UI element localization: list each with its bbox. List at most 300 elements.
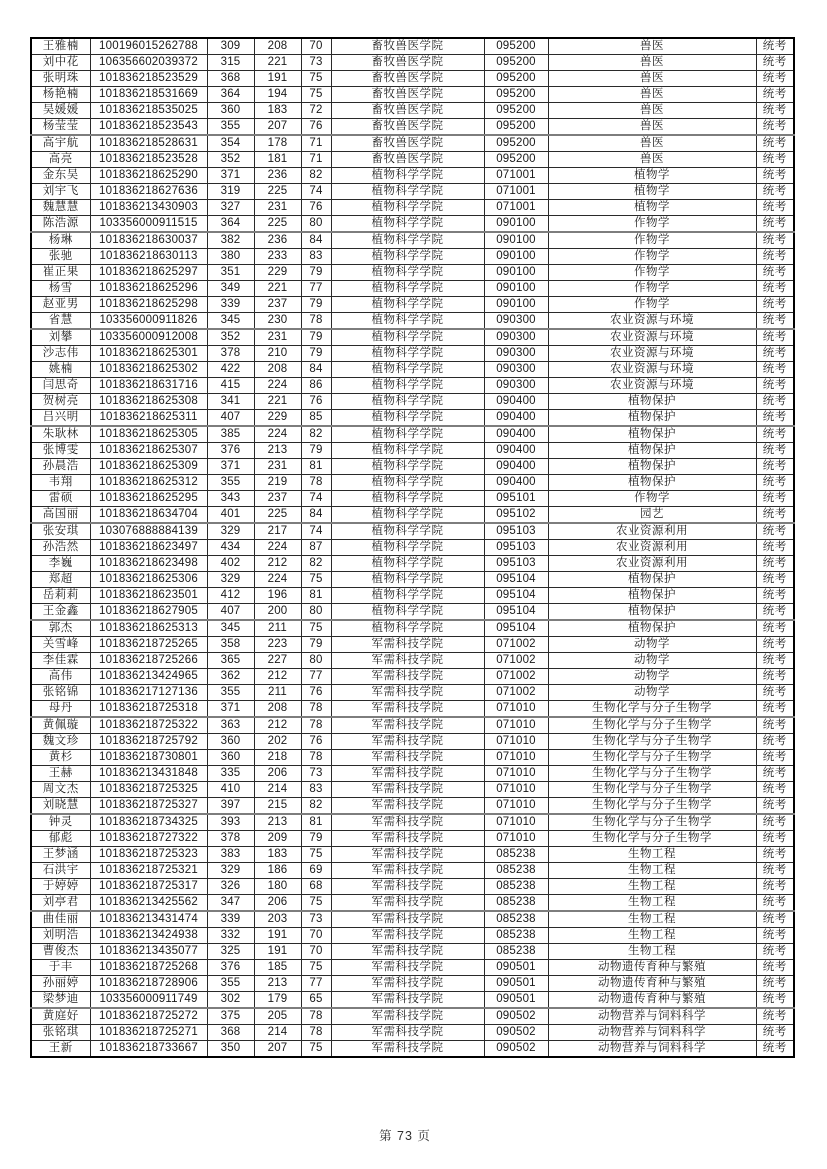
- cell-student-name: 岳莉莉: [31, 588, 90, 604]
- cell-score-2: 210: [254, 346, 301, 362]
- cell-score-2: 178: [254, 135, 301, 152]
- cell-exam-number: 103356000911515: [90, 216, 207, 233]
- cell-score-1: 341: [207, 394, 254, 410]
- cell-student-name: 王赫: [31, 766, 90, 782]
- table-row: [31, 750, 794, 766]
- cell-score-3: 81: [301, 459, 331, 475]
- cell-score-2: 203: [254, 911, 301, 928]
- cell-exam-type: 统考: [756, 459, 794, 475]
- cell-exam-number: 101836218625301: [90, 346, 207, 362]
- cell-exam-number: 101836218535025: [90, 103, 207, 119]
- cell-student-name: 张博雯: [31, 443, 90, 459]
- cell-exam-type: 统考: [756, 895, 794, 912]
- cell-score-2: 213: [254, 443, 301, 459]
- cell-major-name: 生物化学与分子生物学: [548, 782, 756, 798]
- cell-score-2: 227: [254, 653, 301, 669]
- cell-major-code: 071010: [484, 766, 548, 782]
- cell-major-name: 作物学: [548, 281, 756, 297]
- cell-student-name: 高亮: [31, 152, 90, 168]
- cell-major-code: 071001: [484, 168, 548, 184]
- cell-score-3: 74: [301, 523, 331, 540]
- cell-score-2: 225: [254, 216, 301, 233]
- cell-exam-number: 101836218725325: [90, 782, 207, 798]
- cell-score-1: 397: [207, 798, 254, 815]
- cell-college: 军需科技学院: [331, 717, 484, 734]
- cell-major-code: 071001: [484, 200, 548, 216]
- cell-exam-type: 统考: [756, 71, 794, 87]
- cell-exam-type: 统考: [756, 863, 794, 879]
- cell-exam-type: 统考: [756, 313, 794, 330]
- cell-score-2: 215: [254, 798, 301, 815]
- cell-score-3: 75: [301, 1041, 331, 1058]
- cell-score-1: 407: [207, 604, 254, 621]
- cell-major-code: 085238: [484, 944, 548, 960]
- table-row: [31, 346, 794, 362]
- cell-major-code: 090501: [484, 976, 548, 992]
- cell-college: 植物科学学院: [331, 184, 484, 200]
- cell-score-1: 364: [207, 87, 254, 103]
- cell-score-1: 378: [207, 831, 254, 847]
- cell-score-2: 212: [254, 717, 301, 734]
- cell-exam-number: 101836218728906: [90, 976, 207, 992]
- cell-exam-number: 101836218625313: [90, 620, 207, 637]
- cell-score-2: 233: [254, 249, 301, 265]
- cell-student-name: 朱耿林: [31, 426, 90, 443]
- cell-college: 畜牧兽医学院: [331, 152, 484, 168]
- cell-student-name: 姚楠: [31, 362, 90, 378]
- cell-student-name: 吴媛媛: [31, 103, 90, 119]
- table-row: [31, 426, 794, 443]
- cell-major-name: 植物学: [548, 184, 756, 200]
- cell-college: 军需科技学院: [331, 750, 484, 766]
- cell-student-name: 曲佳丽: [31, 911, 90, 928]
- cell-major-code: 090300: [484, 378, 548, 394]
- cell-college: 军需科技学院: [331, 879, 484, 895]
- cell-score-1: 401: [207, 507, 254, 524]
- cell-score-1: 352: [207, 152, 254, 168]
- cell-score-1: 319: [207, 184, 254, 200]
- cell-score-2: 207: [254, 119, 301, 136]
- cell-score-2: 205: [254, 1008, 301, 1025]
- cell-exam-number: 101836213424938: [90, 928, 207, 944]
- cell-college: 植物科学学院: [331, 507, 484, 524]
- cell-score-3: 78: [301, 701, 331, 718]
- cell-student-name: 刘攀: [31, 329, 90, 346]
- cell-exam-number: 101836218733667: [90, 1041, 207, 1058]
- cell-score-3: 80: [301, 216, 331, 233]
- cell-score-2: 183: [254, 847, 301, 863]
- cell-score-2: 206: [254, 895, 301, 912]
- cell-student-name: 张明珠: [31, 71, 90, 87]
- table-row: [31, 265, 794, 281]
- cell-major-name: 生物工程: [548, 847, 756, 863]
- cell-college: 军需科技学院: [331, 1008, 484, 1025]
- cell-score-2: 230: [254, 313, 301, 330]
- cell-score-3: 84: [301, 507, 331, 524]
- cell-student-name: 魏慧慧: [31, 200, 90, 216]
- table-row: [31, 604, 794, 621]
- cell-college: 军需科技学院: [331, 944, 484, 960]
- cell-college: 植物科学学院: [331, 378, 484, 394]
- cell-exam-type: 统考: [756, 523, 794, 540]
- cell-major-code: 071002: [484, 669, 548, 685]
- cell-score-3: 83: [301, 249, 331, 265]
- cell-major-name: 植物保护: [548, 572, 756, 588]
- cell-score-1: 362: [207, 669, 254, 685]
- cell-major-code: 085238: [484, 847, 548, 863]
- cell-exam-number: 101836218625311: [90, 410, 207, 427]
- cell-exam-number: 101836218625305: [90, 426, 207, 443]
- cell-score-3: 73: [301, 766, 331, 782]
- table-row: [31, 200, 794, 216]
- cell-major-name: 动物营养与饲料科学: [548, 1041, 756, 1058]
- cell-score-2: 221: [254, 281, 301, 297]
- cell-score-3: 78: [301, 475, 331, 491]
- cell-exam-number: 101836218725272: [90, 1008, 207, 1025]
- cell-college: 军需科技学院: [331, 1041, 484, 1058]
- cell-student-name: 闫思奇: [31, 378, 90, 394]
- cell-exam-number: 101836218625312: [90, 475, 207, 491]
- cell-exam-number: 103356000911826: [90, 313, 207, 330]
- cell-exam-number: 101836218725792: [90, 734, 207, 750]
- table-row: [31, 831, 794, 847]
- cell-major-code: 071010: [484, 701, 548, 718]
- cell-exam-number: 101836218531669: [90, 87, 207, 103]
- table-row: [31, 152, 794, 168]
- cell-score-3: 82: [301, 798, 331, 815]
- cell-score-3: 65: [301, 992, 331, 1009]
- table-row: [31, 879, 794, 895]
- cell-major-name: 兽医: [548, 71, 756, 87]
- cell-exam-type: 统考: [756, 265, 794, 281]
- cell-exam-type: 统考: [756, 184, 794, 200]
- cell-major-name: 植物保护: [548, 410, 756, 427]
- cell-major-code: 095104: [484, 572, 548, 588]
- cell-score-3: 79: [301, 265, 331, 281]
- cell-major-code: 090400: [484, 394, 548, 410]
- cell-student-name: 孙晨浩: [31, 459, 90, 475]
- cell-score-1: 345: [207, 620, 254, 637]
- cell-score-3: 78: [301, 313, 331, 330]
- cell-major-name: 动物营养与饲料科学: [548, 1025, 756, 1041]
- cell-college: 军需科技学院: [331, 847, 484, 863]
- cell-score-1: 371: [207, 168, 254, 184]
- cell-exam-type: 统考: [756, 992, 794, 1009]
- cell-major-name: 植物保护: [548, 604, 756, 621]
- cell-college: 军需科技学院: [331, 798, 484, 815]
- cell-exam-type: 统考: [756, 766, 794, 782]
- cell-college: 植物科学学院: [331, 556, 484, 572]
- cell-exam-number: 101836218625298: [90, 297, 207, 313]
- cell-major-name: 生物化学与分子生物学: [548, 814, 756, 831]
- table-row: [31, 540, 794, 556]
- cell-exam-number: 101836213425562: [90, 895, 207, 912]
- cell-major-name: 作物学: [548, 265, 756, 281]
- cell-college: 植物科学学院: [331, 459, 484, 475]
- cell-major-name: 作物学: [548, 232, 756, 249]
- cell-major-code: 095103: [484, 540, 548, 556]
- cell-student-name: 王梦涵: [31, 847, 90, 863]
- cell-score-3: 85: [301, 410, 331, 427]
- cell-score-3: 76: [301, 394, 331, 410]
- cell-major-name: 动物学: [548, 685, 756, 701]
- cell-exam-type: 统考: [756, 669, 794, 685]
- cell-college: 畜牧兽医学院: [331, 119, 484, 136]
- cell-major-code: 095200: [484, 87, 548, 103]
- cell-score-2: 214: [254, 782, 301, 798]
- cell-exam-number: 101836218725322: [90, 717, 207, 734]
- cell-college: 军需科技学院: [331, 734, 484, 750]
- cell-exam-type: 统考: [756, 475, 794, 491]
- cell-exam-number: 101836218725321: [90, 863, 207, 879]
- cell-score-2: 218: [254, 750, 301, 766]
- cell-exam-type: 统考: [756, 701, 794, 718]
- cell-exam-type: 统考: [756, 588, 794, 604]
- cell-student-name: 梁梦迪: [31, 992, 90, 1009]
- cell-college: 军需科技学院: [331, 928, 484, 944]
- cell-student-name: 杨莹莹: [31, 119, 90, 136]
- cell-score-2: 211: [254, 685, 301, 701]
- table-row: [31, 103, 794, 119]
- table-row: [31, 378, 794, 394]
- cell-score-2: 181: [254, 152, 301, 168]
- cell-score-2: 191: [254, 944, 301, 960]
- cell-exam-number: 101836218630113: [90, 249, 207, 265]
- cell-college: 植物科学学院: [331, 297, 484, 313]
- cell-exam-type: 统考: [756, 814, 794, 831]
- cell-score-2: 183: [254, 103, 301, 119]
- cell-major-code: 095104: [484, 604, 548, 621]
- cell-exam-type: 统考: [756, 507, 794, 524]
- cell-exam-number: 101836213431848: [90, 766, 207, 782]
- table-row: [31, 71, 794, 87]
- cell-exam-number: 101836218627636: [90, 184, 207, 200]
- cell-exam-type: 统考: [756, 232, 794, 249]
- table-row: [31, 588, 794, 604]
- cell-score-2: 236: [254, 168, 301, 184]
- cell-major-code: 071010: [484, 782, 548, 798]
- table-row: [31, 362, 794, 378]
- cell-exam-type: 统考: [756, 410, 794, 427]
- cell-major-code: 090501: [484, 960, 548, 976]
- cell-score-3: 78: [301, 1008, 331, 1025]
- cell-major-name: 动物遗传育种与繁殖: [548, 976, 756, 992]
- cell-score-3: 70: [301, 38, 331, 55]
- cell-student-name: 高国丽: [31, 507, 90, 524]
- cell-score-1: 364: [207, 216, 254, 233]
- cell-score-2: 237: [254, 491, 301, 507]
- cell-exam-type: 统考: [756, 1025, 794, 1041]
- cell-score-3: 75: [301, 87, 331, 103]
- cell-score-1: 335: [207, 766, 254, 782]
- cell-college: 植物科学学院: [331, 523, 484, 540]
- cell-score-1: 360: [207, 734, 254, 750]
- cell-major-code: 090400: [484, 426, 548, 443]
- cell-score-3: 79: [301, 443, 331, 459]
- table-row: [31, 766, 794, 782]
- cell-score-1: 355: [207, 976, 254, 992]
- cell-score-3: 75: [301, 71, 331, 87]
- cell-student-name: 杨琳: [31, 232, 90, 249]
- cell-exam-type: 统考: [756, 1008, 794, 1025]
- cell-exam-number: 100196015262788: [90, 38, 207, 55]
- cell-major-name: 动物学: [548, 669, 756, 685]
- cell-student-name: 于丰: [31, 960, 90, 976]
- cell-score-1: 393: [207, 814, 254, 831]
- cell-major-name: 生物工程: [548, 928, 756, 944]
- table-row: [31, 928, 794, 944]
- cell-exam-number: 101836218625296: [90, 281, 207, 297]
- cell-major-name: 植物保护: [548, 443, 756, 459]
- cell-student-name: 张驰: [31, 249, 90, 265]
- cell-score-3: 87: [301, 540, 331, 556]
- cell-major-name: 生物工程: [548, 944, 756, 960]
- cell-exam-number: 101836218623497: [90, 540, 207, 556]
- cell-college: 植物科学学院: [331, 329, 484, 346]
- cell-student-name: 吕兴明: [31, 410, 90, 427]
- cell-score-3: 78: [301, 750, 331, 766]
- cell-score-1: 325: [207, 944, 254, 960]
- cell-exam-type: 统考: [756, 717, 794, 734]
- cell-student-name: 郁彪: [31, 831, 90, 847]
- cell-major-name: 兽医: [548, 152, 756, 168]
- cell-exam-number: 101836218727322: [90, 831, 207, 847]
- cell-score-3: 75: [301, 620, 331, 637]
- cell-major-code: 071001: [484, 184, 548, 200]
- cell-major-name: 动物遗传育种与繁殖: [548, 992, 756, 1009]
- cell-score-3: 78: [301, 1025, 331, 1041]
- cell-score-1: 360: [207, 103, 254, 119]
- cell-exam-type: 统考: [756, 55, 794, 71]
- cell-major-name: 植物保护: [548, 588, 756, 604]
- cell-student-name: 魏文珍: [31, 734, 90, 750]
- table-row: [31, 620, 794, 637]
- cell-major-code: 090400: [484, 475, 548, 491]
- cell-score-2: 224: [254, 572, 301, 588]
- cell-score-3: 74: [301, 184, 331, 200]
- cell-score-2: 231: [254, 200, 301, 216]
- cell-score-2: 214: [254, 1025, 301, 1041]
- cell-major-code: 085238: [484, 879, 548, 895]
- table-row: [31, 669, 794, 685]
- cell-college: 军需科技学院: [331, 976, 484, 992]
- table-row: [31, 734, 794, 750]
- cell-score-3: 75: [301, 572, 331, 588]
- cell-student-name: 沙志伟: [31, 346, 90, 362]
- table-row: [31, 459, 794, 475]
- cell-score-1: 410: [207, 782, 254, 798]
- cell-score-2: 231: [254, 329, 301, 346]
- cell-exam-type: 统考: [756, 960, 794, 976]
- cell-exam-type: 统考: [756, 168, 794, 184]
- cell-major-code: 085238: [484, 895, 548, 912]
- cell-score-3: 84: [301, 362, 331, 378]
- table-row: [31, 911, 794, 928]
- cell-student-name: 孙丽婷: [31, 976, 90, 992]
- cell-student-name: 母丹: [31, 701, 90, 718]
- cell-score-2: 208: [254, 701, 301, 718]
- cell-score-1: 360: [207, 750, 254, 766]
- cell-major-code: 095102: [484, 507, 548, 524]
- cell-exam-type: 统考: [756, 782, 794, 798]
- cell-college: 军需科技学院: [331, 782, 484, 798]
- table-row: [31, 863, 794, 879]
- cell-score-3: 79: [301, 329, 331, 346]
- cell-exam-type: 统考: [756, 928, 794, 944]
- cell-score-3: 79: [301, 637, 331, 653]
- cell-major-code: 090100: [484, 297, 548, 313]
- cell-score-1: 343: [207, 491, 254, 507]
- cell-major-code: 071002: [484, 685, 548, 701]
- cell-exam-number: 101836218625309: [90, 459, 207, 475]
- cell-score-3: 84: [301, 232, 331, 249]
- cell-major-name: 农业资源利用: [548, 523, 756, 540]
- cell-score-3: 80: [301, 604, 331, 621]
- cell-exam-type: 统考: [756, 297, 794, 313]
- cell-exam-number: 101836218625306: [90, 572, 207, 588]
- cell-exam-type: 统考: [756, 216, 794, 233]
- cell-student-name: 高宇航: [31, 135, 90, 152]
- cell-score-1: 380: [207, 249, 254, 265]
- cell-college: 植物科学学院: [331, 426, 484, 443]
- cell-college: 军需科技学院: [331, 669, 484, 685]
- cell-college: 畜牧兽医学院: [331, 55, 484, 71]
- cell-major-code: 095200: [484, 38, 548, 55]
- cell-exam-type: 统考: [756, 831, 794, 847]
- cell-student-name: 李巍: [31, 556, 90, 572]
- cell-major-code: 090100: [484, 281, 548, 297]
- cell-college: 植物科学学院: [331, 346, 484, 362]
- cell-exam-type: 统考: [756, 491, 794, 507]
- cell-score-1: 326: [207, 879, 254, 895]
- cell-major-name: 农业资源利用: [548, 540, 756, 556]
- cell-score-1: 354: [207, 135, 254, 152]
- cell-student-name: 黄庭好: [31, 1008, 90, 1025]
- cell-score-1: 371: [207, 701, 254, 718]
- cell-student-name: 杨雪: [31, 281, 90, 297]
- admission-roster-table: [30, 37, 795, 1058]
- cell-college: 军需科技学院: [331, 685, 484, 701]
- cell-score-3: 80: [301, 653, 331, 669]
- cell-exam-number: 101836218627905: [90, 604, 207, 621]
- table-row: [31, 507, 794, 524]
- table-row: [31, 119, 794, 136]
- cell-major-name: 作物学: [548, 297, 756, 313]
- cell-college: 植物科学学院: [331, 281, 484, 297]
- cell-score-2: 213: [254, 976, 301, 992]
- cell-score-2: 185: [254, 960, 301, 976]
- cell-exam-number: 101836218725271: [90, 1025, 207, 1041]
- cell-college: 畜牧兽医学院: [331, 135, 484, 152]
- cell-score-2: 225: [254, 507, 301, 524]
- cell-major-name: 兽医: [548, 103, 756, 119]
- table-row: [31, 814, 794, 831]
- cell-major-code: 071010: [484, 717, 548, 734]
- cell-major-name: 生物工程: [548, 895, 756, 912]
- cell-major-name: 生物工程: [548, 911, 756, 928]
- cell-score-2: 224: [254, 426, 301, 443]
- table-row: [31, 135, 794, 152]
- cell-major-name: 植物学: [548, 200, 756, 216]
- cell-score-2: 202: [254, 734, 301, 750]
- cell-college: 植物科学学院: [331, 200, 484, 216]
- cell-major-name: 植物学: [548, 168, 756, 184]
- cell-score-1: 327: [207, 200, 254, 216]
- cell-major-code: 090502: [484, 1008, 548, 1025]
- cell-exam-number: 101836218625297: [90, 265, 207, 281]
- cell-college: 军需科技学院: [331, 831, 484, 847]
- cell-major-name: 农业资源与环境: [548, 362, 756, 378]
